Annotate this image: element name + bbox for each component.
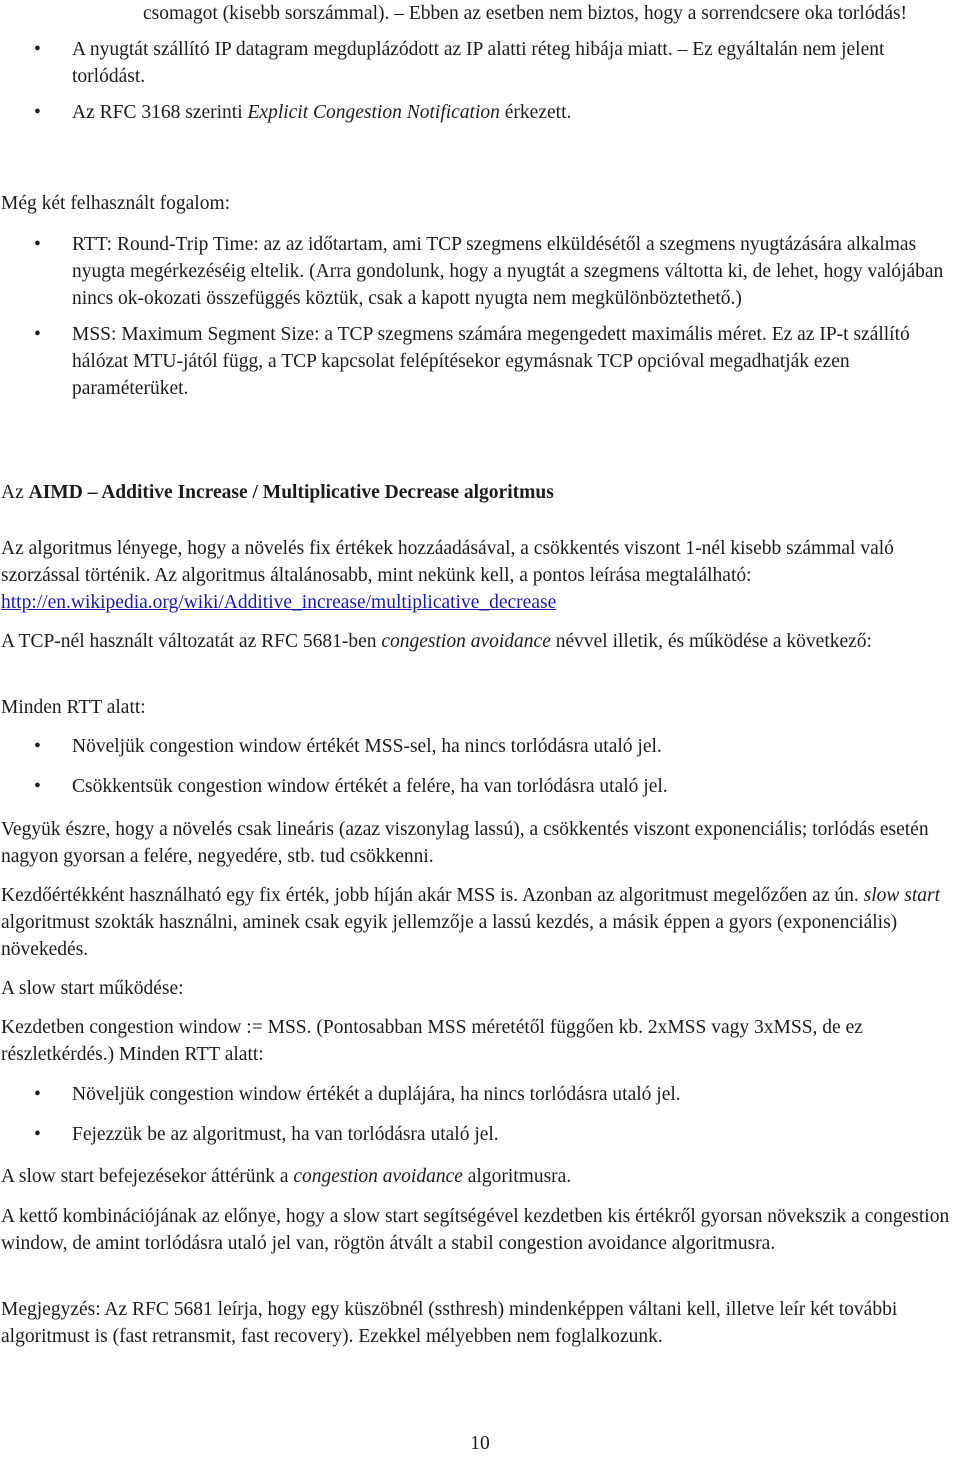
every-rtt-label: Minden RTT alatt: [1,697,146,718]
bullet-list-aimd [0,733,960,800]
slow-start-title: A slow start működése: [1,978,184,999]
list-item: • MSS: Maximum Segment Size: a TCP szegmens számára megengedett maximális méret. Ez az IP-t szállító hálózat MTU-jától függ, a TCP kapcsolat felépítésekor egymásnak TCP opcióval megadhatják ezen paraméterüket. [0,321,958,402]
list-item: • RTT: Round-Trip Time: az az időtartam, ami TCP szegmens elküldésétől a szegmens nyugtázására alkalmas nyugta megérkezéséig eltelik. (Arra gondolunk, hogy a nyugtát a szegmens váltotta ki, de lehet, hogy valójában nincs ok-okozati összefüggés köztük, csak a kapott nyugta nem megkülönböztethető.) [0,231,958,312]
list-item: • Növeljük congestion window értékét MSS-sel, ha nincs torlódásra utaló jel. [0,733,958,760]
paragraph-note: Megjegyzés: Az RFC 5681 leírja, hogy egy küszöbnél (ssthresh) mindenképpen váltani kell, illetve leír két további algoritmust is (fast retransmit, fast recovery). Ezekkel mélyebben nem foglalkozunk. [1,1299,898,1347]
section-heading: Az AIMD – Additive Increase / Multiplicative Decrease algoritmus [1,482,554,503]
paragraph-rfc5681: A TCP-nél használt változatát az RFC 5681-ben congestion avoidance névvel illetik, és működése a következő: [1,631,872,652]
paragraph-initial: Kezdőértékként használható egy fix érték, jobb híján akár MSS is. Azonban az algoritmust megelőzően az ún. slow start algoritmust szokták használni, aminek csak egyik jellemzője a lassú kezdés, a másik éppen a gyors (exponenciális) növekedés. [1,885,941,960]
paragraph-combination: A kettő kombinációjának az előnye, hogy a slow start segítségével kezdetben kis értékről gyorsan növekszik a congestion window, de amint torlódásra utaló jel van, rögtön átvált a stabil congestion avoidance algoritmusra. [1,1206,950,1254]
paragraph-slow-start: Kezdetben congestion window := MSS. (Pontosabban MSS méretétől függően kb. 2xMSS vagy 3xMSS, de ez részletkérdés.) Minden RTT alatt: [1,1017,863,1065]
list-item: csomagot (kisebb sorszámmal). – Ebben az esetben nem biztos, hogy a sorrendcsere oka torlódás! [143,3,908,24]
list-item: • A nyugtát szállító IP datagram megduplázódott az IP alatti réteg hibája miatt. – Ez egyáltalán nem jelent torlódást. [0,36,958,90]
paragraph-algorithm: Az algoritmus lényege, hogy a növelés fix értékek hozzáadásával, a csökkentés viszont 1-nél kisebb számmal való szorzással történik. Az algoritmus általánosabb, mint nekünk kell, a pontos leírása megtalálható: http://en.wikipedia.org/wiki/Additive_increase/multiplicative_decrease [1,538,894,613]
concepts-intro: Még két felhasznált fogalom: [1,193,231,214]
list-item: • Fejezzük be az algoritmust, ha van torlódásra utaló jel. [0,1121,958,1148]
page-number: 10 [470,1433,490,1454]
wikipedia-link[interactable]: http://en.wikipedia.org/wiki/Additive_increase/multiplicative_decrease [1,592,557,613]
list-item: • Csökkentsük congestion window értékét a felére, ha van torlódásra utaló jel. [0,773,958,800]
bullet-list-concepts [0,231,960,402]
bullet-list-slow-start [0,1081,960,1148]
list-item: • Az RFC 3168 szerinti Explicit Congestion Notification érkezett. [0,99,958,126]
bullet-list-reordering [0,0,960,126]
list-item: • Növeljük congestion window értékét a duplájára, ha nincs torlódásra utaló jel. [0,1081,958,1108]
paragraph-switch: A slow start befejezésekor áttérünk a congestion avoidance algoritmusra. [1,1166,572,1187]
paragraph-linear: Vegyük észre, hogy a növelés csak lineáris (azaz viszonylag lassú), a csökkentés viszont exponenciális; torlódás esetén nagyon gyorsan a felére, negyedére, stb. tud csökkenni. [1,819,929,867]
